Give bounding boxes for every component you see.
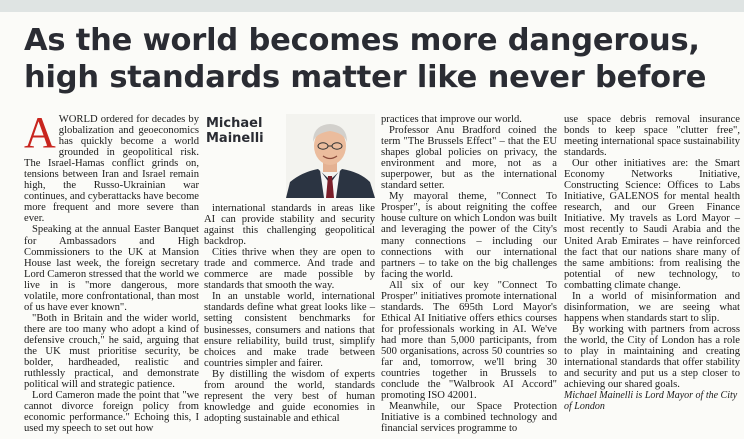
article-column-2 bbox=[204, 114, 375, 424]
article-paragraph-10: Professor Anu Bradford coined the term "The Brussels Effect" – that the EU shapes global policies on privacy, the environment and more, not as a superpower, but as the international standard setter. bbox=[381, 125, 557, 192]
author-first-name: Michael bbox=[206, 116, 263, 131]
drop-cap: A bbox=[24, 108, 56, 157]
article-paragraph-3: "Both in Britain and the wider world, there are too many who adopt a kind of defensive crouch," he said, arguing that the UK must prioritise security, be bolder, hardheaded, realistic and ruthlessly practical, and demonstrate political will and strategic patience. bbox=[24, 312, 199, 391]
lead-caps: WORLD bbox=[58, 114, 98, 125]
article-paragraph-12: All six of our key "Connect To Prosper" initiatives promote international standards. The 695th Lord Mayor's Ethical AI Initiative offers ethics courses for professionals working in AI. We've had more than 5,000 participants, from 500 organisations, across 50 countries so far and, tomorrow, we'll bring 30 countries together in Brussels to conclude the "Walbrook AI Accord" promoting ISO 42001. bbox=[381, 279, 557, 402]
article-paragraph-8: By distilling the wisdom of experts from around the world, standards represent the very best of human knowledge and guide economies in adopting sustainable and ethical bbox=[204, 368, 375, 424]
author-byline: Michael Mainelli is Lord Mayor of the City of London bbox=[564, 390, 738, 413]
article-column-4 bbox=[564, 114, 740, 412]
article-paragraph-16: In a world of misinformation and disinformation, we are seeing what happens when standards start to slip. bbox=[564, 290, 740, 324]
author-name bbox=[206, 116, 264, 146]
headline bbox=[24, 22, 736, 96]
author-portrait-icon bbox=[286, 114, 375, 198]
author-photo bbox=[286, 114, 375, 198]
headline-line-2: high standards matter like never before bbox=[24, 60, 707, 95]
article-paragraph-4: Lord Cameron made the point that "we cannot divorce foreign policy from economic performance." Echoing this, I used my speech to set out how bbox=[24, 390, 199, 435]
headline-line-1: As the world becomes more dangerous, bbox=[24, 23, 700, 58]
top-bar bbox=[0, 0, 744, 12]
article-column-1 bbox=[24, 108, 200, 435]
article-paragraph-11: My mayoral theme, "Connect To Prosper", is about reigniting the coffee house culture on which London was built and leveraging the power of the City's many connections – including our connections with our international partners – to take on the big challenges facing the world. bbox=[381, 191, 557, 280]
article-paragraph-13: Meanwhile, our Space Protection Initiative is a combined technology and financial services programme to bbox=[381, 401, 557, 435]
article-paragraph-17: By working with partners from across the world, the City of London has a role to play in maintaining and creating international standards that offer stability and security and put us a step closer to achieving our shared goals. bbox=[564, 323, 740, 391]
paragraph-text: ordered for decades by globalization and geoeconomics has quickly become a world grounded in geopolitical risk. The Israel-Hamas conflict grinds on, tensions between Iran and Israel remain high, the Russo-Ukrainian war continues, and cyberattacks have become more frequent and more severe than ever. bbox=[24, 114, 200, 225]
article-paragraph-15: Our other initiatives are: the Smart Economy Networks Initiative, Constructing Science: Offices to Labs Initiative, GALENOS for mental health research, and our Green Finance Initiative. My travels as Lord Mayor – most recently to Saudi Arabia and the United Arab Emirates – have reinforced the fact that our nations share many of the same ambitions: from realising the potential of new technology, to combatting climate change. bbox=[564, 158, 740, 291]
article-column-3 bbox=[381, 114, 557, 434]
author-last-name: Mainelli bbox=[206, 131, 264, 146]
article-paragraph-14: use space debris removal insurance bonds to keep space "clutter free", meeting international space sustainability standards. bbox=[564, 114, 740, 159]
article-paragraph-5: international standards in areas like AI can provide stability and security against this challenging geopolitical backdrop. bbox=[204, 203, 375, 248]
article-paragraph-9: practices that improve our world. bbox=[381, 114, 522, 125]
article-paragraph-2: Speaking at the annual Easter Banquet for Ambassadors and High Commissioners to the UK at Mansion House last week, the foreign secretary Lord Cameron stressed that the world we live in is "more dangerous, more volatile, more confrontational, than most of us have ever known". bbox=[24, 224, 199, 313]
article-paragraph-1 bbox=[24, 108, 200, 225]
author-box bbox=[204, 114, 375, 198]
article-paragraph-7: In an unstable world, international standards define what great looks like – setting consistent benchmarks for businesses, consumers and nations that ensure reliability, build trust, simplify choices and make trade between countries simpler and fairer. bbox=[204, 291, 375, 369]
article-paragraph-6: Cities thrive when they are open to trade and commerce. And trade and commerce are made possible by standards that smooth the way. bbox=[204, 247, 375, 292]
